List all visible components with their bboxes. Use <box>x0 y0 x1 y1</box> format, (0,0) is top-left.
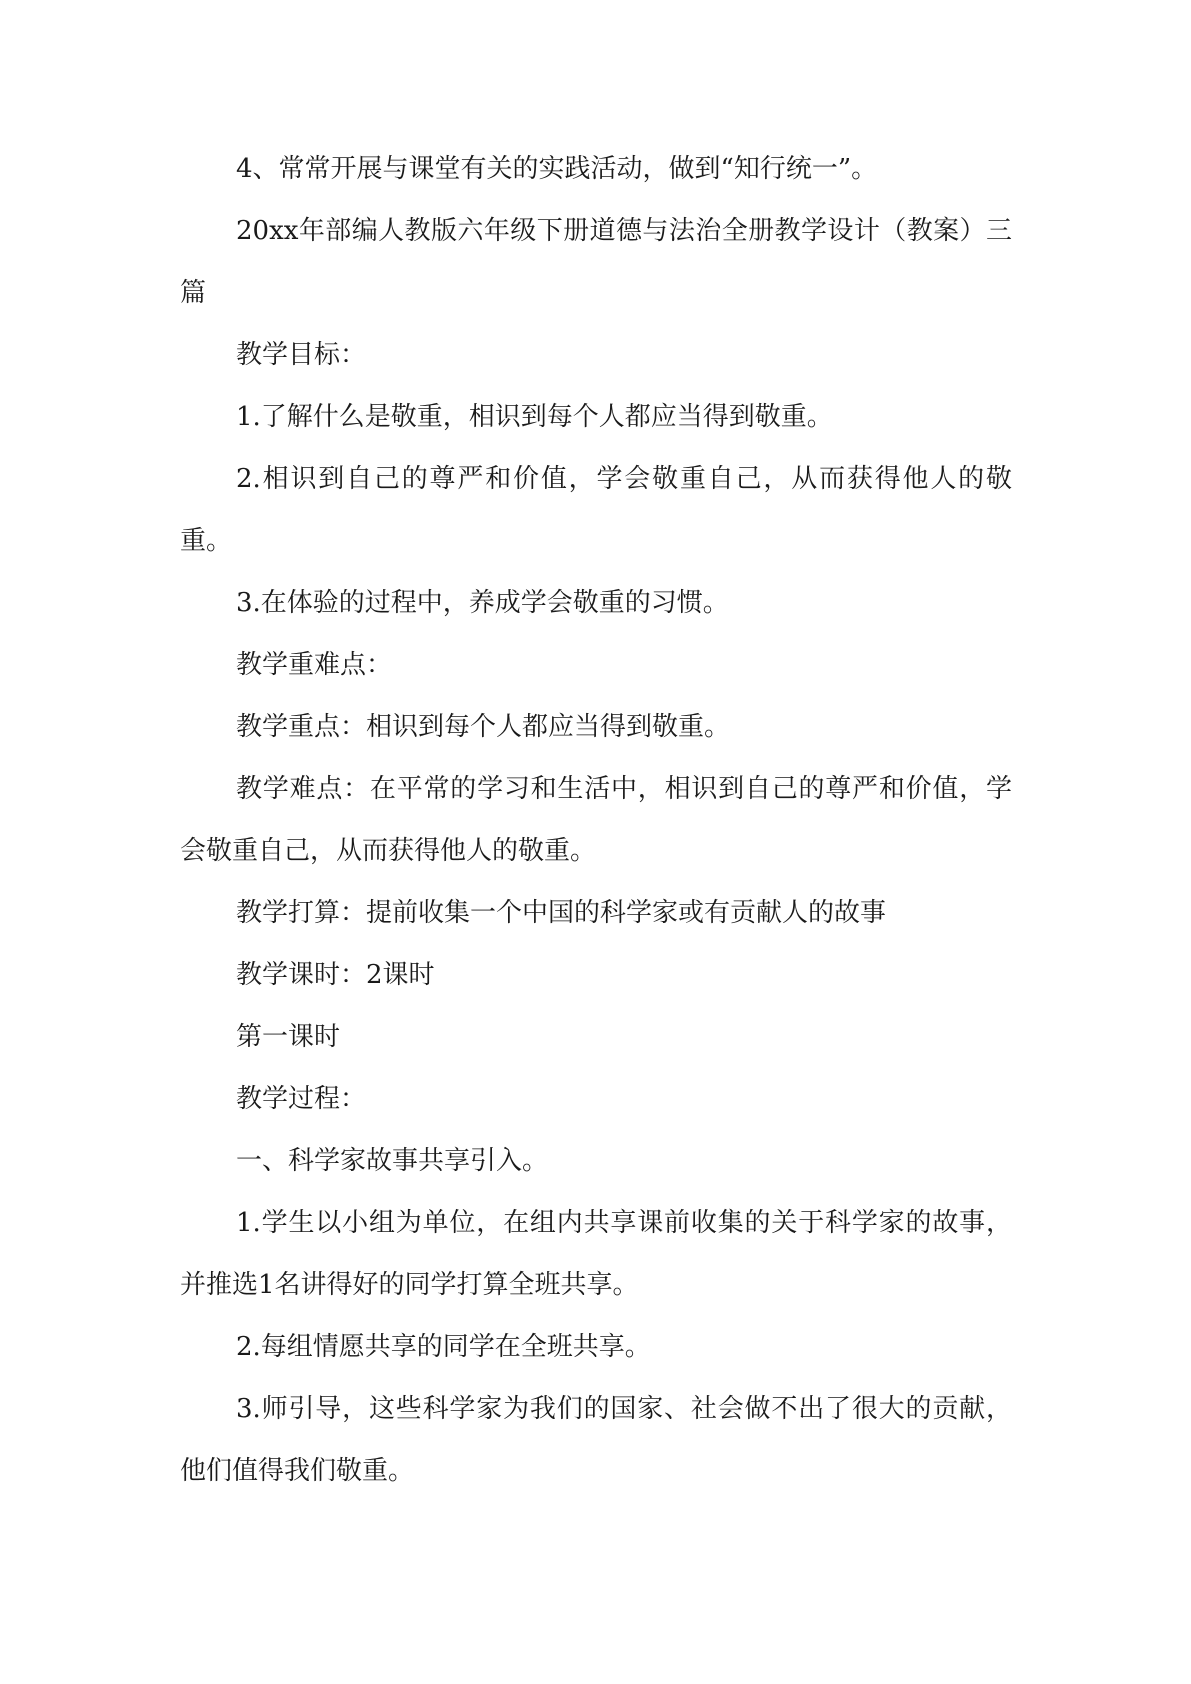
paragraph-document-title: 20xx年部编人教版六年级下册道德与法治全册教学设计（教案）三篇 <box>180 216 1012 308</box>
paragraph-key-point: 教学重点：相识到每个人都应当得到敬重。 <box>236 712 731 742</box>
paragraph-section-one: 一、科学家故事共享引入。 <box>236 1146 549 1176</box>
paragraph-preparation: 教学打算：提前收集一个中国的科学家或有贡献人的故事 <box>236 898 887 928</box>
paragraph-first-lesson: 第一课时 <box>236 1022 341 1052</box>
document-body <box>180 138 1012 1502</box>
paragraph-key-difficult-heading: 教学重难点： <box>236 650 393 680</box>
paragraph-goal-2: 2.相识到自己的尊严和价值，学会敬重自己，从而获得他人的敬重。 <box>180 464 1012 556</box>
paragraph-goals-heading: 教学目标： <box>236 340 367 370</box>
paragraph-goal-3: 3.在体验的过程中，养成学会敬重的习惯。 <box>236 588 729 618</box>
paragraph-process-heading: 教学过程： <box>236 1084 367 1114</box>
paragraph-step-1: 1.学生以小组为单位，在组内共享课前收集的关于科学家的故事，并推选1名讲得好的同学打算全班共享。 <box>180 1208 1012 1300</box>
paragraph-practice-activities: 4、常常开展与课堂有关的实践活动，做到“知行统一”。 <box>236 154 878 184</box>
paragraph-step-3: 3.师引导，这些科学家为我们的国家、社会做不出了很大的贡献，他们值得我们敬重。 <box>180 1394 1012 1486</box>
paragraph-difficult-point: 教学难点：在平常的学习和生活中，相识到自己的尊严和价值，学会敬重自己，从而获得他人的敬重。 <box>180 774 1012 866</box>
paragraph-goal-1: 1.了解什么是敬重，相识到每个人都应当得到敬重。 <box>236 402 833 432</box>
paragraph-step-2: 2.每组情愿共享的同学在全班共享。 <box>236 1332 651 1362</box>
paragraph-class-hours: 教学课时：2课时 <box>236 960 435 990</box>
